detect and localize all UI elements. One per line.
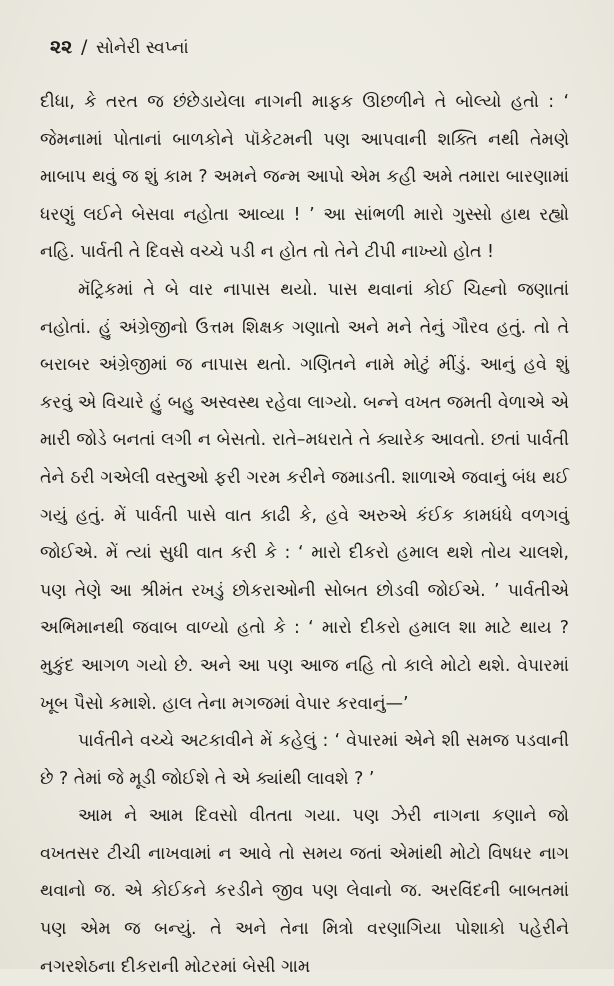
paragraph: દીધા, કે તરત જ છંછેડાયેલા નાગની માફક ઊછળીને તે બોલ્યો હતો : ‘ જેમનામાં પોતાનાં બાળકોને પૉકેટમની પણ આપવાની શક્તિ નથી તેમણે માબાપ થવું જ શું કામ ? અમને જન્મ આપો એમ કહી અમે તમારા બારણામાં ધરણું લઈને બેસવા નહોતા આવ્યા ! ’ આ સાંભળી મારો ગુસ્સો હાથ રહ્યો નહિ. પાર્વતી તે દિવસે વચ્ચે પડી ન હોત તો તેને ટીપી નાખ્યો હોત ! [40,92,569,263]
paragraph: આમ ને આમ દિવસો વીતતા ગયા. પણ ઝેરી નાગના કણાને જો વખતસર ટીચી નાખવામાં ન આવે તો સમય જતાં એમાંથી મોટો વિષધર નાગ થવાનો જ. એ કોઈકને કરડીને જીવ પણ લેવાનો જ. અરવિંદની બાબતમાં પણ એમ જ બન્યું. તે અને તેના મિત્રો વરણાગિયા પોશાકો પહેરીને નગરશેઠના દીકરાની મોટરમાં બેસી ગામ [40,806,569,977]
header-separator: / [80,36,88,58]
body-text [40,84,569,986]
paragraph: મૅટ્રિકમાં તે બે વાર નાપાસ થયો. પાસ થવાનાં કોઈ ચિહ્નો જણાતાં નહોતાં. હું અંગ્રેજીનો ઉત્તમ શિક્ષક ગણાતો અને મને તેનું ગૌરવ હતું. તો તે બરાબર અંગ્રેજીમાં જ નાપાસ થતો. ગણિતને નામે મોટું મીંડું. આનું હવે શું કરવું એ વિચારે હું બહુ અસ્વસ્થ રહેવા લાગ્યો. બન્ને વખત જમતી વેળાએ એ મારી જોડે બનતાં લગી ન બેસતો. રાતે–મધરાતે તે ક્યારેક આવતો. છતાં પાર્વતી તેને ઠરી ગએલી વસ્તુઓ ફરી ગરમ કરીને જમાડતી. શાળાએ જવાનું બંધ થઈ ગયું હતું. મેં પાર્વતી પાસે વાત કાઢી કે, હવે અરુએ કંઈક કામધંધે વળગવું જોઈએ. મેં ત્યાં સુધી વાત કરી કે : ‘ મારો દીકરો હમાલ થશે તોય ચાલશે, પણ તેણે આ શ્રીમંત રખડું છોકરાઓની સોબત છોડવી જોઈએ. ’ પાર્વતીએ અભિમાનથી જવાબ વાળ્યો હતો કે : ‘ મારો દીકરો હમાલ શા માટે થાય ? મુકુંદ આગળ ગયો છે. અને આ પણ આજ નહિ તો કાલે મોટો થશે. વેપારમાં ખૂબ પૈસો કમાશે. હાલ તેના મગજમાં વેપાર કરવાનું—’ [40,279,569,714]
running-head [50,36,568,76]
page-number: ૨૨ [50,36,73,58]
book-title: સોનેરી સ્વપ્નાં [95,38,189,58]
paragraph: પાર્વતીને વચ્ચે અટકાવીને મેં કહેલું : ‘ વેપારમાં એને શી સમજ પડવાની છે ? તેમાં જે મૂડી જોઈશે તે એ ક્યાંથી લાવશે ? ’ [40,731,569,789]
